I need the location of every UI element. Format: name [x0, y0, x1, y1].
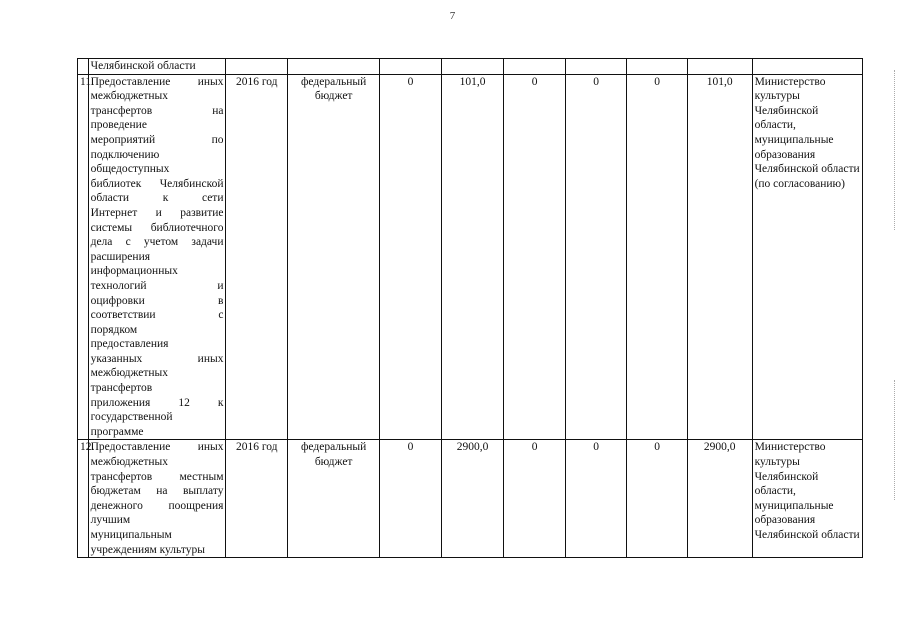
name-line: информационных	[90, 265, 178, 278]
cell-num: 12.	[78, 440, 89, 558]
cell-v6	[687, 59, 752, 75]
table-row-continuation	[78, 59, 863, 75]
table-row	[78, 74, 863, 440]
cell-name: Челябинской области	[88, 59, 226, 75]
cell-v2	[441, 59, 504, 75]
cell-v5: 0	[627, 74, 687, 440]
name-line: предоставления	[90, 338, 169, 351]
name-line: соответствии с	[90, 309, 224, 322]
name-line: программе	[90, 425, 144, 438]
name-line: муниципальным	[90, 529, 172, 541]
name-line: межбюджетных	[90, 90, 169, 103]
cell-source: федеральный бюджет	[288, 440, 380, 558]
name-line: мероприятий по	[90, 133, 224, 146]
name-line: приложения 12 к	[90, 396, 224, 409]
name-line: библиотек Челябинской	[90, 177, 224, 190]
name-line: государственной	[90, 411, 173, 424]
cell-v2: 2900,0	[441, 440, 504, 558]
name-line: бюджетам на выплату	[90, 485, 224, 498]
name-line: лучшим	[90, 514, 131, 527]
name-line: трансфертов на	[90, 104, 224, 117]
cell-name	[88, 440, 226, 558]
cell-num: 11.	[78, 74, 89, 440]
cell-v5	[627, 59, 687, 75]
cell-v1: 0	[380, 74, 442, 440]
cell-executor	[752, 59, 862, 75]
cell-v2: 101,0	[441, 74, 504, 440]
name-line: проведение	[90, 119, 147, 132]
cell-year: 2016 год	[226, 440, 288, 558]
name-line: межбюджетных	[90, 456, 169, 469]
cell-v4: 0	[565, 74, 627, 440]
name-line: технологий и	[90, 279, 224, 292]
name-line: межбюджетных	[90, 367, 169, 380]
cell-executor: Министерство культуры Челябинской области, муниципальные образования Челябинской области	[752, 440, 862, 558]
cell-v1	[380, 59, 442, 75]
name-line: указанных иных	[90, 352, 224, 365]
budget-table	[77, 58, 863, 558]
cell-v5: 0	[627, 440, 687, 558]
cell-name	[88, 74, 226, 440]
name-line: оцифровки в	[90, 294, 224, 307]
cell-num	[78, 59, 89, 75]
name-line: системы библиотечного	[90, 221, 224, 234]
scan-margin-marks	[894, 70, 899, 230]
cell-v1: 0	[380, 440, 442, 558]
cell-v3	[504, 59, 566, 75]
cell-v3: 0	[504, 74, 566, 440]
cell-v4: 0	[565, 440, 627, 558]
cell-year	[226, 59, 288, 75]
name-line: общедоступных	[90, 163, 170, 176]
name-line: денежного поощрения	[90, 499, 224, 512]
name-line: трансфертов	[90, 382, 153, 395]
cell-source	[288, 59, 380, 75]
name-line: Предоставление иных	[90, 75, 224, 88]
cell-v3: 0	[504, 440, 566, 558]
cell-year: 2016 год	[226, 74, 288, 440]
cell-executor: Министерство культуры Челябинской области, муниципальные образования Челябинской области (по согласованию)	[752, 74, 862, 440]
page-number: 7	[449, 10, 456, 22]
scan-margin-marks	[894, 380, 899, 500]
name-line: дела с учетом задачи	[90, 236, 224, 249]
name-line: области к сети	[90, 192, 224, 205]
cell-v6: 2900,0	[687, 440, 752, 558]
table-row	[78, 440, 863, 558]
name-line: подключению	[90, 148, 160, 161]
cell-v4	[565, 59, 627, 75]
cell-v6: 101,0	[687, 74, 752, 440]
name-line: трансфертов местным	[90, 470, 224, 483]
name-line: Предоставление иных	[90, 441, 224, 454]
name-line: порядком	[90, 323, 138, 336]
name-line: Интернет и развитие	[90, 206, 224, 219]
name-line: учреждениям культуры	[90, 543, 205, 556]
cell-source: федеральный бюджет	[288, 74, 380, 440]
name-line: расширения	[90, 250, 151, 263]
